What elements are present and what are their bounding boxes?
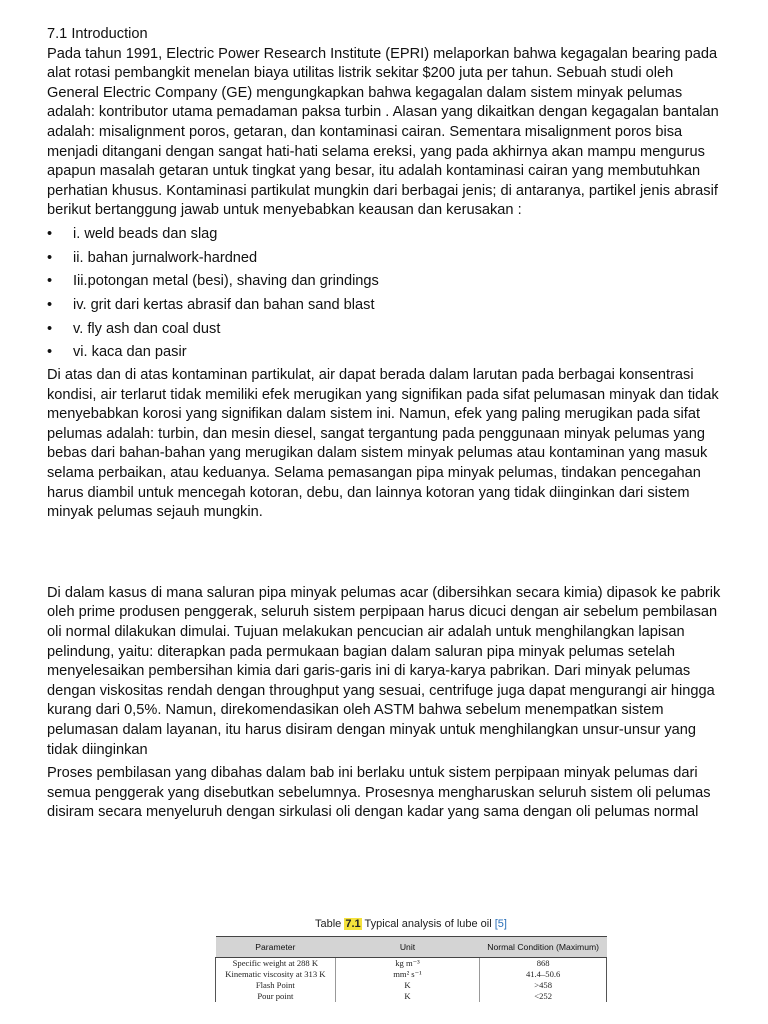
bullet-marker: • [47,344,53,361]
column-header-parameter: Parameter [216,937,336,958]
table-cell: 868 [480,958,607,970]
table-cell: K [335,980,480,991]
table-caption [215,918,607,930]
table-cell: Pour point [216,991,336,1002]
table-row [216,969,607,980]
table-row [216,958,607,970]
table-cell: mm² s⁻¹ [335,969,480,980]
list-item-text: vi. kaca dan pasir [73,344,187,361]
table-cell: <252 [480,991,607,1002]
table-cell: Specific weight at 288 K [216,958,336,970]
list-item [47,294,727,318]
table-caption-title: Typical analysis of lube oil [361,918,495,930]
list-item-text: ii. bahan jurnalwork-hardned [73,249,258,266]
document-page [47,25,727,823]
list-item-text: iv. grit dari kertas abrasif dan bahan sand blast [73,297,375,313]
table-cell: kg m⁻³ [335,958,480,970]
column-header-normal-condition: Normal Condition (Maximum) [480,937,607,958]
paragraph-pickled-pipes: Di dalam kasus di mana saluran pipa minyak pelumas acar (dibersihkan secara kimia) dipasok ke pabrik oleh prime produsen penggerak, seluruh sistem perpipaan harus dicuci dengan air sebelum pembilasan oli normal dilakukan dimulai. Tujuan melakukan pencucian air adalah untuk menghilangkan lapisan pelindung, yaitu: diterapkan pada permukaan bagian dalam saluran pipa minyak pelumas setelah menyelesaikan pembersihan kimia dari garis-garis ini di karya-karya pabrikan. Dari minyak pelumas dengan viskositas rendah dengan throughput yang sesuai, centrifuge juga dapat mengurangi air hingga kurang dari 0,5%. Namun, direkomendasikan oleh ASTM bahwa sebelum menempatkan sistem pelumasan dalam layanan, itu harus disiram dengan minyak untuk menghilangkan unsur-unsur yang tidak diinginkan [47,584,721,758]
bullet-marker: • [47,297,53,313]
lube-oil-table-figure [215,918,607,1002]
table-cell: 41.4–50.6 [480,969,607,980]
table-cell: Kinematic viscosity at 313 K [216,969,336,980]
table-header-row [216,937,607,958]
table-caption-number: 7.1 [345,918,361,930]
list-item [47,247,727,271]
table-caption-prefix: Table [315,918,345,930]
lube-oil-table [215,936,607,1002]
list-item [47,341,727,365]
paragraph-flushing-process: Proses pembilasan yang dibahas dalam bab ini berlaku untuk sistem perpipaan minyak pelumas dari semua penggerak yang disebutkan sebelumnya. Prosesnya mengharuskan seluruh sistem oli pelumas disiram secara menyeluruh dengan sirkulasi oli dengan kadar yang sama dengan oli pelumas normal [47,765,711,821]
table-cell: K [335,991,480,1002]
table-cell: >458 [480,980,607,991]
list-item-text: Iii.potongan metal (besi), shaving dan grindings [73,273,379,290]
table-row [216,980,607,991]
table-cell: Flash Point [216,980,336,991]
contaminant-list [47,223,727,365]
bullet-marker: • [47,320,53,337]
table-caption-reference[interactable]: [5] [494,918,507,930]
list-item-text: i. weld beads dan slag [73,225,218,242]
list-item-text: v. fly ash dan coal dust [73,320,221,337]
paragraph-intro: Pada tahun 1991, Electric Power Research Institute (EPRI) melaporkan bahwa kegagalan bearing pada alat rotasi pembangkit menelan biaya utilitas listrik sekitar $200 juta per tahun. Sebuah studi oleh General Electric Company (GE) mengungkapkan bahwa kegagalan dalam sistem minyak pelumas adalah: kontributor utama pemadaman paksa turbin . Alasan yang dikaitkan dengan kegagalan bantalan adalah: misalignment poros, getaran, dan kontaminasi cairan. Sementara misalignment poros bisa menjadi ditangani dengan sangat hati-hati selama ereksi, yang pada akhirnya akan mampu mengurus apapun masalah getaran untuk tingkat yang besar, itu adalah kontaminasi cairan yang membutuhkan perhatian khusus. Kontaminasi partikulat mungkin dari berbagai jenis; di antaranya, partikel jenis abrasif berikut bertanggung jawab untuk menyebabkan keausan dan kerusakan : [47,45,719,219]
bullet-marker: • [47,273,53,290]
bullet-marker: • [47,249,53,266]
column-header-unit: Unit [335,937,480,958]
bullet-marker: • [47,225,53,242]
list-item [47,318,727,342]
list-item [47,270,727,294]
table-row [216,991,607,1002]
list-item [47,223,727,247]
paragraph-water-contaminants: Di atas dan di atas kontaminan partikulat, air dapat berada dalam larutan pada berbagai konsentrasi kondisi, air terlarut tidak memiliki efek merugikan yang signifikan pada sifat pelumasan minyak dan tidak menyebabkan korosi yang signifikan dalam sistem ini. Namun, efek yang paling merugikan pada sifat pelumas adalah: turbin, dan mesin diesel, sangat tergantung pada penggunaan minyak pelumas yang bebas dari bahan-bahan yang merugikan dalam sistem minyak pelumas atau kontaminan yang masuk selama perbaikan, atau keduanya. Selama pemasangan pipa minyak pelumas, tindakan pencegahan harus diambil untuk mencegah kotoran, debu, dan lainnya kotoran yang tidak diinginkan dari sistem minyak pelumas sejauh mungkin. [47,367,719,521]
section-heading: 7.1 Introduction [47,26,148,42]
paragraph-spacer [47,523,727,584]
